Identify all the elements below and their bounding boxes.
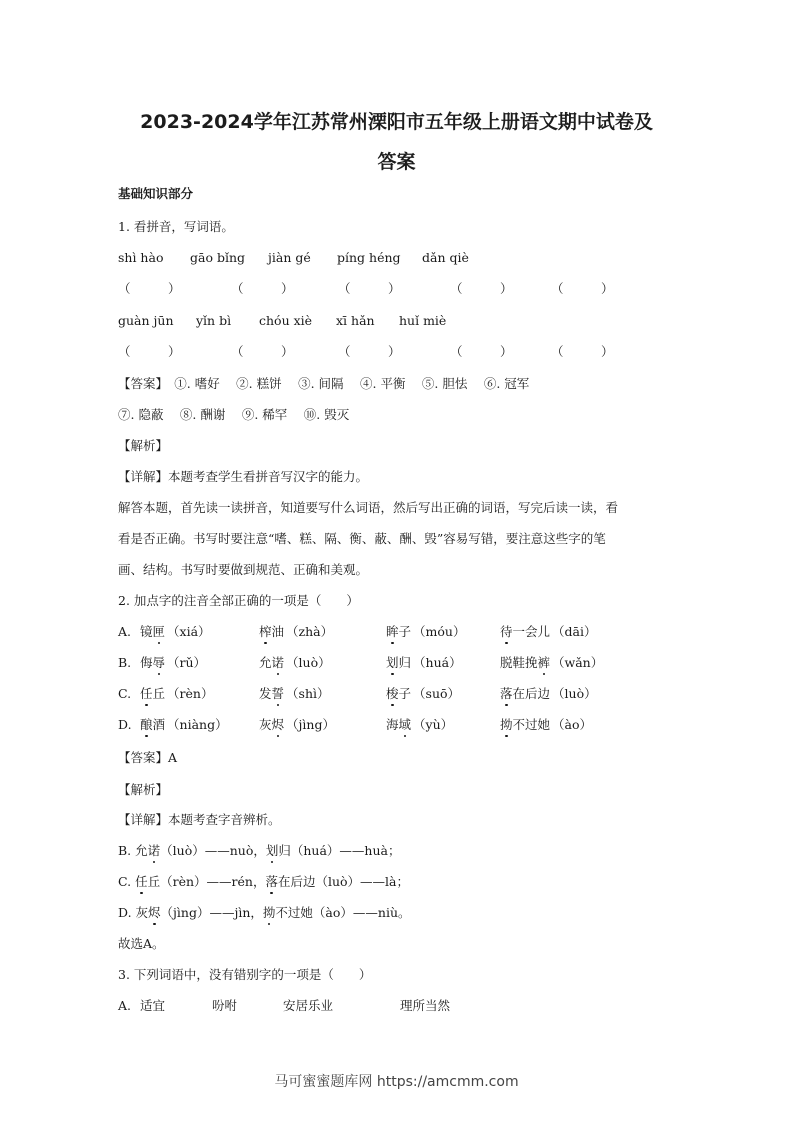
answer-blank: （ ） (551, 344, 614, 359)
text-segment: （luò）——nuò， (160, 843, 266, 858)
pinyin-item: xī hǎn (336, 313, 375, 328)
option-word: 安居乐业 (283, 998, 334, 1013)
text-segment: 子 (398, 686, 412, 701)
text-segment: 丘（rèn）——rén， (147, 874, 266, 889)
text-segment: 侮 (140, 655, 153, 670)
option-label: D. (118, 717, 132, 732)
option-word: 理所当然 (400, 998, 451, 1013)
pinyin-item: dǎn qiè (422, 250, 469, 265)
dotted-char: 域 (398, 717, 412, 732)
pinyin-annotation: （rèn） (167, 686, 214, 701)
option-word: 适宜 (140, 998, 166, 1013)
text-segment: 丘 (152, 686, 166, 701)
pinyin-annotation: （zhà） (286, 624, 334, 639)
option-word (259, 686, 330, 702)
text-segment: 允 (259, 655, 272, 670)
option-label: A. (118, 998, 132, 1013)
option-word (140, 686, 213, 702)
pinyin-annotation: （móu） (413, 624, 466, 639)
text-segment: 归（huá）——huà； (278, 843, 401, 858)
text-segment: 在后边 (512, 686, 551, 701)
q2-option-row (118, 624, 678, 640)
q1-detail: 【详解】本题考查学生看拼音写汉字的能力。 (118, 469, 369, 484)
dotted-char: 烬 (148, 905, 161, 920)
pinyin-annotation: （luò） (552, 686, 597, 701)
text-segment: 子 (398, 624, 412, 639)
q2-option-row (118, 686, 678, 702)
answer-blank: （ ） (231, 281, 294, 296)
q3-option-a (118, 998, 678, 1014)
option-word (386, 655, 462, 671)
option-word (500, 655, 603, 671)
dotted-char: 划 (265, 843, 279, 858)
pinyin-annotation: （ào） (552, 717, 593, 732)
footer-watermark: 马可蜜蜜题库网 https://amcmm.com (274, 1074, 519, 1090)
page-title (110, 102, 683, 182)
pinyin-annotation: （yù） (413, 717, 454, 732)
section-heading: 基础知识部分 (118, 186, 194, 201)
q2-explain-b (118, 843, 400, 859)
answer-blank: （ ） (338, 281, 401, 296)
q2-option-row (118, 717, 678, 733)
option-word (259, 624, 333, 640)
dotted-char: 划 (386, 655, 399, 670)
text-segment: 在后边（luò）——là； (277, 874, 409, 889)
option-word (386, 717, 453, 733)
text-segment: D. 灰 (118, 905, 149, 920)
text-segment: （jìng）——jìn， (160, 905, 263, 920)
dotted-char: 誓 (271, 686, 285, 701)
answer-blank: （ ） (118, 281, 181, 296)
answer-blank: （ ） (231, 344, 294, 359)
option-word (386, 624, 465, 640)
q1-analysis-tag: 【解析】 (118, 438, 169, 453)
dotted-char: 落 (500, 686, 513, 701)
dotted-char: 烬 (271, 717, 285, 732)
text-segment: 不过她（ào）——niù。 (275, 905, 411, 920)
q2-detail: 【详解】本题考查字音辨析。 (118, 812, 281, 827)
q2-option-row (118, 655, 678, 671)
q2-explain-c (118, 874, 409, 890)
dotted-char: 眸 (386, 624, 399, 639)
pinyin-annotation: （wǎn） (552, 655, 604, 670)
title-line-2: 答案 (377, 151, 416, 173)
q1-explain-2: 看是否正确。书写时要注意“嗜、糕、隔、衡、蔽、酬、毁”容易写错，要注意这些字的笔 (118, 531, 606, 546)
dotted-char: 裤 (537, 655, 551, 670)
text-segment: 归 (398, 655, 412, 670)
answer-blank: （ ） (551, 281, 614, 296)
dotted-char: 拗 (262, 905, 276, 920)
dotted-char: 拗 (500, 717, 513, 732)
option-label: C. (118, 686, 132, 701)
dotted-char: 任 (140, 686, 153, 701)
q1-explain-1: 解答本题，首先读一读拼音，知道要写什么词语，然后写出正确的词语，写完后读一读，看 (118, 500, 619, 515)
text-segment: 灰 (259, 717, 272, 732)
dotted-char: 梭 (386, 686, 399, 701)
text-segment: 一会儿 (512, 624, 551, 639)
option-word (500, 686, 597, 702)
text-segment: 不过她 (512, 717, 551, 732)
text-segment: 海 (386, 717, 399, 732)
pinyin-annotation: （suō） (413, 686, 461, 701)
pinyin-annotation: （rǔ） (167, 655, 207, 670)
pinyin-item: shì hào (118, 250, 164, 265)
option-label: B. (118, 655, 132, 670)
answer-blank: （ ） (450, 344, 513, 359)
dotted-char: 酿 (140, 717, 153, 732)
dotted-char: 匣 (152, 624, 166, 639)
option-word (500, 717, 592, 733)
option-word (259, 717, 335, 733)
q2-answer: 【答案】A (118, 750, 178, 765)
dotted-char: 诺 (271, 655, 285, 670)
dotted-char: 任 (135, 874, 148, 889)
q1-blank-row-2 (118, 344, 678, 360)
dotted-char: 待 (500, 624, 513, 639)
pinyin-item: jiàn gé (268, 250, 311, 265)
text-segment: C. (118, 874, 136, 889)
text-segment: 酒 (152, 717, 166, 732)
dotted-char: 诺 (147, 843, 161, 858)
text-segment: 脱鞋挽 (500, 655, 538, 670)
dotted-char: 榨 (259, 624, 272, 639)
pinyin-item: píng héng (337, 250, 401, 265)
q1-answer-line-2: ⑦. 隐蔽 ⑧. 酬谢 ⑨. 稀罕 ⑩. 毁灭 (118, 407, 350, 422)
dotted-char: 落 (265, 874, 278, 889)
q1-explain-3: 画、结构。书写时要做到规范、正确和美观。 (118, 562, 369, 577)
q2-explain-d (118, 905, 411, 921)
q2-analysis-tag: 【解析】 (118, 782, 169, 797)
dotted-char: 辱 (152, 655, 166, 670)
pinyin-annotation: （shì） (286, 686, 330, 701)
pinyin-item: huǐ miè (399, 313, 447, 328)
option-word (259, 655, 331, 671)
q2-conclusion: 故选A。 (118, 936, 165, 951)
pinyin-annotation: （huá） (413, 655, 462, 670)
q1-pinyin-row-1 (118, 250, 678, 266)
pinyin-item: yǐn bì (196, 313, 232, 328)
option-word: 吩咐 (212, 998, 238, 1013)
option-label: A. (118, 624, 132, 639)
q2-stem: 2. 加点字的注音全部正确的一项是（ ） (118, 593, 359, 608)
answer-blank: （ ） (118, 344, 181, 359)
option-word (500, 624, 596, 640)
text-segment: B. 允 (118, 843, 148, 858)
pinyin-annotation: （xiá） (167, 624, 211, 639)
pinyin-annotation: （niàng） (167, 717, 228, 732)
option-word (140, 717, 228, 733)
pinyin-annotation: （jìng） (286, 717, 335, 732)
pinyin-annotation: （dāi） (552, 624, 597, 639)
q1-pinyin-row-2 (118, 313, 678, 329)
q3-stem: 3. 下列词语中，没有错别字的一项是（ ） (118, 967, 372, 982)
pinyin-item: chóu xiè (259, 313, 313, 328)
q1-blank-row-1 (118, 281, 678, 297)
text-segment: 油 (271, 624, 285, 639)
text-segment: 发 (259, 686, 272, 701)
answer-blank: （ ） (338, 344, 401, 359)
option-word (140, 624, 211, 640)
q1-answer-line-1: 【答案】 ①. 嗜好 ②. 糕饼 ③. 间隔 ④. 平衡 ⑤. 胆怯 ⑥. 冠军 (118, 376, 530, 391)
option-word (386, 686, 460, 702)
pinyin-item: gāo bǐng (190, 250, 246, 265)
title-line-1: 2023-2024学年江苏常州溧阳市五年级上册语文期中试卷及 (140, 111, 653, 133)
pinyin-annotation: （luò） (286, 655, 331, 670)
q1-stem: 1. 看拼音，写词语。 (118, 219, 234, 234)
text-segment: 镜 (140, 624, 153, 639)
pinyin-item: guàn jūn (118, 313, 174, 328)
answer-blank: （ ） (450, 281, 513, 296)
option-word (140, 655, 206, 671)
